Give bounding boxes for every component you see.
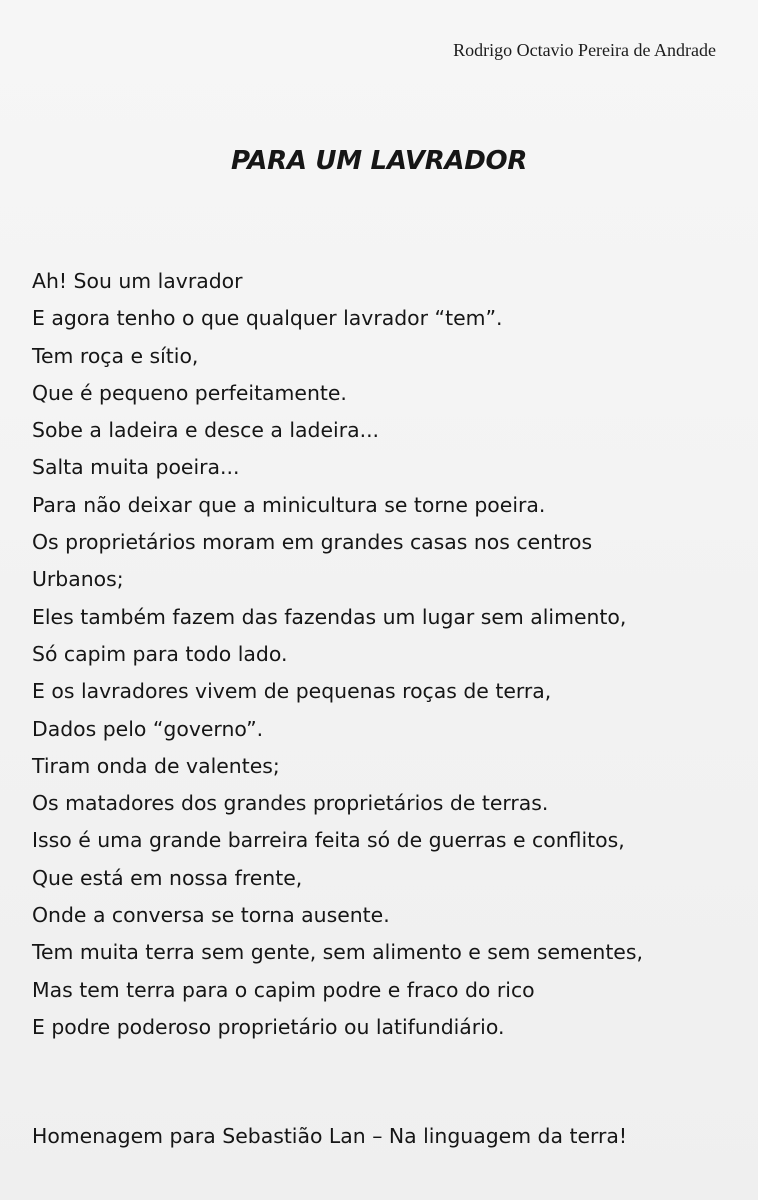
poem-line: Salta muita poeira... bbox=[32, 455, 240, 480]
poem-title: PARA UM LAVRADOR bbox=[230, 146, 528, 176]
poem-line: Tem muita terra sem gente, sem alimento e sem sementes, bbox=[32, 940, 643, 965]
poem-line: Os matadores dos grandes proprietários de terras. bbox=[32, 791, 549, 816]
poem-line: Os proprietários moram em grandes casas nos centros bbox=[32, 530, 593, 555]
poem-line: Para não deixar que a minicultura se torne poeira. bbox=[32, 492, 546, 517]
poem-line: Ah! Sou um lavrador bbox=[32, 269, 243, 293]
poem-line: Dados pelo “governo”. bbox=[32, 716, 264, 741]
poem-body bbox=[32, 263, 732, 1046]
poem-line: Isso é uma grande barreira feita só de guerras e conflitos, bbox=[32, 828, 625, 853]
poem-line: Urbanos; bbox=[32, 567, 124, 592]
poem-line: E podre poderoso proprietário ou latifundiário. bbox=[32, 1014, 505, 1039]
poem-line: Sobe a ladeira e desce a ladeira... bbox=[32, 418, 380, 443]
author-header: Rodrigo Octavio Pereira de Andrade bbox=[453, 40, 716, 60]
poem-line: Onde a conversa se torna ausente. bbox=[32, 903, 390, 928]
poem-line: Que é pequeno perfeitamente. bbox=[32, 380, 347, 405]
poem-line: Que está em nossa frente, bbox=[32, 865, 303, 890]
poem-line: Eles também fazem das fazendas um lugar sem alimento, bbox=[32, 604, 627, 629]
poem-line: Tem roça e sítio, bbox=[32, 343, 199, 368]
dedication-line: Homenagem para Sebastião Lan – Na linguagem da terra! bbox=[32, 1124, 628, 1148]
poem-line: E agora tenho o que qualquer lavrador “tem”. bbox=[32, 306, 503, 331]
poem-line: Mas tem terra para o capim podre e fraco do rico bbox=[32, 977, 535, 1002]
poem-line: Tiram onda de valentes; bbox=[32, 753, 280, 778]
poem-line: E os lavradores vivem de pequenas roças de terra, bbox=[32, 679, 552, 704]
poem-line: Só capim para todo lado. bbox=[32, 641, 288, 666]
